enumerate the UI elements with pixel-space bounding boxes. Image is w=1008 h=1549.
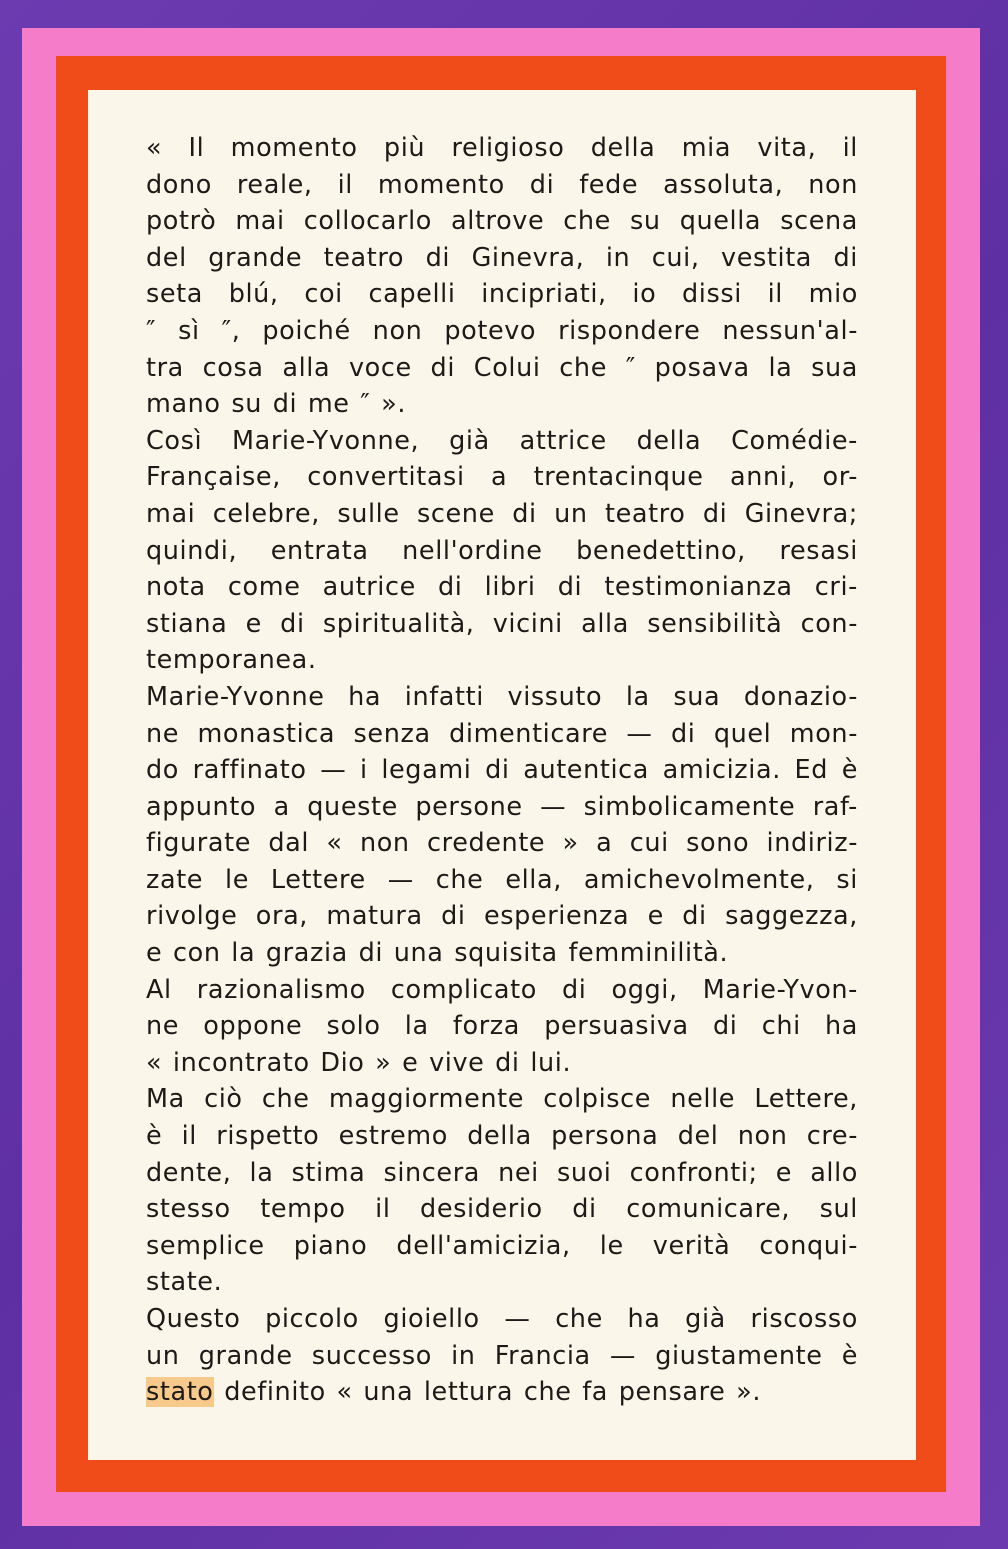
text-line: appunto a queste persone — simbolicamente raf- bbox=[146, 791, 858, 822]
book-blurb bbox=[146, 130, 858, 1411]
text-line: è il rispetto estremo della persona del non cre- bbox=[146, 1121, 858, 1152]
paragraph-biography bbox=[146, 423, 858, 679]
text-line: del grande teatro di Ginevra, in cui, vestita di bbox=[146, 242, 858, 273]
text-line: Questo piccolo gioiello — che ha già riscosso bbox=[146, 1304, 858, 1334]
text-line: stiana e di spiritualità, vicini alla sensibilità con- bbox=[146, 608, 858, 639]
text-line: seta blú, coi capelli incipriati, io dissi il mio bbox=[146, 279, 858, 310]
text-line: e con la grazia di una squisita femminilità. bbox=[146, 938, 729, 969]
text-line-final bbox=[146, 1374, 858, 1411]
paragraph-letters bbox=[146, 679, 858, 972]
text-line: ne oppone solo la forza persuasiva di chi ha bbox=[146, 1011, 858, 1042]
text-line: un grande successo in Francia — giustamente è bbox=[146, 1340, 858, 1371]
text-line: « Il momento più religioso della mia vita, il bbox=[146, 133, 858, 163]
text-line: mano su di me ″ ». bbox=[146, 389, 407, 420]
text-line: potrò mai collocarlo altrove che su quella scena bbox=[146, 206, 858, 237]
text-line: ″ sì ″, poiché non potevo rispondere nessun'al- bbox=[146, 315, 858, 346]
text-line: nota come autrice di libri di testimonianza cri- bbox=[146, 572, 858, 603]
text-line: tra cosa alla voce di Colui che ″ posava la sua bbox=[146, 352, 858, 383]
text-line: quindi, entrata nell'ordine benedettino, resasi bbox=[146, 535, 858, 566]
text-line: Così Marie-Yvonne, già attrice della Comédie- bbox=[146, 425, 858, 456]
text-line: dente, la stima sincera nei suoi confronti; e allo bbox=[146, 1157, 858, 1188]
text-line: zate le Lettere — che ella, amichevolmente, si bbox=[146, 864, 858, 895]
text-line: ne monastica senza dimenticare — di quel mon- bbox=[146, 718, 858, 749]
text-line: Al razionalismo complicato di oggi, Marie-Yvon- bbox=[146, 974, 858, 1005]
text-line: temporanea. bbox=[146, 645, 317, 676]
text-line: stesso tempo il desiderio di comunicare, sul bbox=[146, 1194, 858, 1225]
text-line: state. bbox=[146, 1267, 223, 1298]
text-line: do raffinato — i legami di autentica amicizia. Ed è bbox=[146, 755, 858, 786]
highlighted-word: stato bbox=[146, 1377, 214, 1408]
text-line: Française, convertitasi a trentacinque anni, or- bbox=[146, 462, 858, 493]
final-line-rest: definito « una lettura che fa pensare ». bbox=[213, 1377, 762, 1408]
text-line: mai celebre, sulle scene di un teatro di Ginevra; bbox=[146, 498, 858, 529]
text-line: rivolge ora, matura di esperienza e di saggezza, bbox=[146, 901, 858, 932]
paragraph-respect bbox=[146, 1081, 858, 1301]
text-line: « incontrato Dio » e vive di lui. bbox=[146, 1047, 572, 1078]
text-line: Marie-Yvonne ha infatti vissuto la sua donazio- bbox=[146, 681, 858, 712]
text-line: dono reale, il momento di fede assoluta, non bbox=[146, 169, 858, 200]
paragraph-conclusion bbox=[146, 1301, 858, 1411]
text-line: figurate dal « non credente » a cui sono indiriz- bbox=[146, 828, 858, 859]
paragraph-quote bbox=[146, 130, 858, 423]
text-line: semplice piano dell'amicizia, le verità conqui- bbox=[146, 1230, 858, 1261]
paragraph-rationalism bbox=[146, 972, 858, 1082]
text-line: Ma ciò che maggiormente colpisce nelle Lettere, bbox=[146, 1084, 858, 1115]
